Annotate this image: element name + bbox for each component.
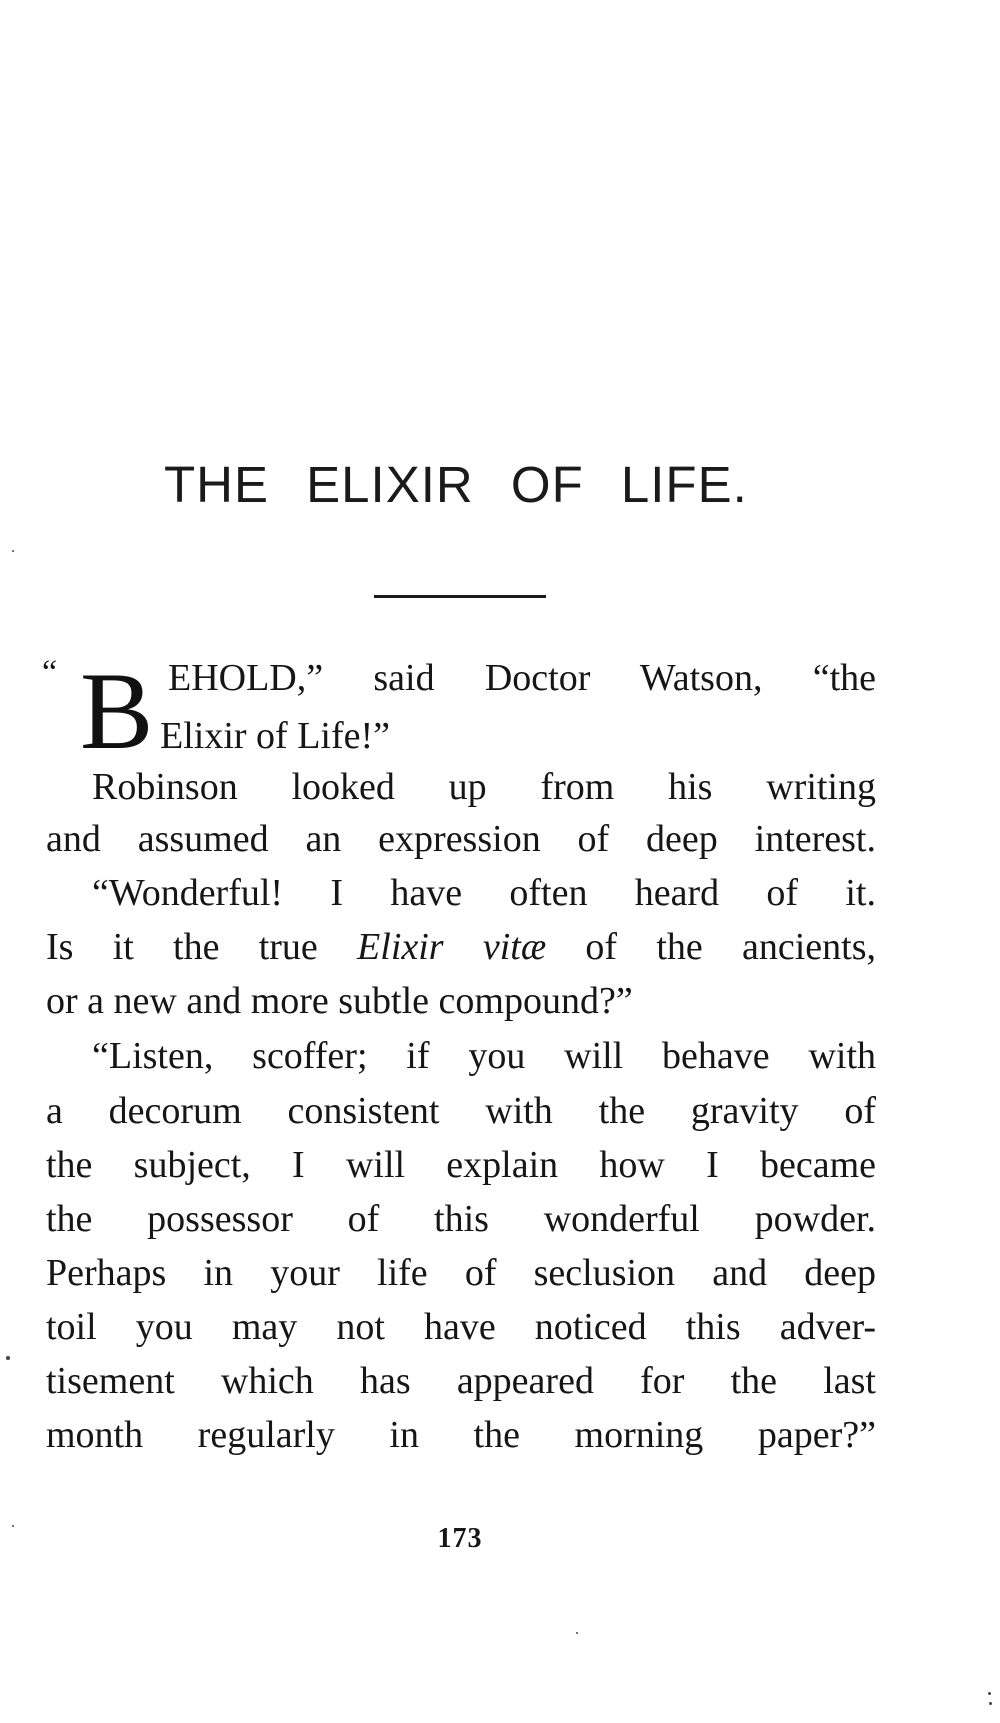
scan-speck xyxy=(988,1692,991,1695)
paragraph-3-line-3: or a new and more subtle compound?” xyxy=(46,980,633,1022)
paragraph-3-line-2-start: Is it the true xyxy=(46,926,358,968)
chapter-title: THE ELIXIR OF LIFE. xyxy=(164,456,748,513)
scan-speck xyxy=(576,1632,578,1634)
paragraph-4-line-8: month regularly in the morning paper?” xyxy=(46,1414,876,1456)
paragraph-3-line-1: “Wonderful! I have often heard of it. xyxy=(92,872,876,914)
title-rule xyxy=(374,595,546,598)
scan-speck xyxy=(989,1702,992,1705)
paragraph-4-line-6: toil you may not have noticed this adver- xyxy=(46,1306,876,1348)
drop-cap: B xyxy=(80,650,154,772)
opening-line-2: Elixir of Life!” xyxy=(160,715,391,757)
scan-speck xyxy=(12,1525,14,1527)
paragraph-4-line-1: “Listen, scoffer; if you will behave with xyxy=(92,1035,876,1077)
scan-speck xyxy=(12,550,14,552)
opening-line-1: EHOLD,” said Doctor Watson, “the xyxy=(168,657,876,699)
paragraph-4-line-3: the subject, I will explain how I became xyxy=(46,1144,876,1186)
paragraph-3-line-2-end: of the ancients, xyxy=(546,926,876,968)
paragraph-2-line-1: Robinson looked up from his writing xyxy=(92,766,876,808)
page-number: 173 xyxy=(437,1523,483,1554)
paragraph-4-line-2: a decorum consistent with the gravity of xyxy=(46,1090,876,1132)
opening-quote-mark: “ xyxy=(42,654,58,691)
italic-latin-phrase: Elixir vitæ xyxy=(357,926,547,968)
scan-speck xyxy=(6,1356,10,1360)
paragraph-4-line-7: tisement which has appeared for the last xyxy=(46,1360,876,1402)
paragraph-2-line-2: and assumed an expression of deep interest. xyxy=(46,818,876,860)
paragraph-4-line-5: Perhaps in your life of seclusion and deep xyxy=(46,1252,876,1294)
paragraph-3-line-2 xyxy=(46,918,876,976)
paragraph-4-line-4: the possessor of this wonderful powder. xyxy=(46,1198,876,1240)
